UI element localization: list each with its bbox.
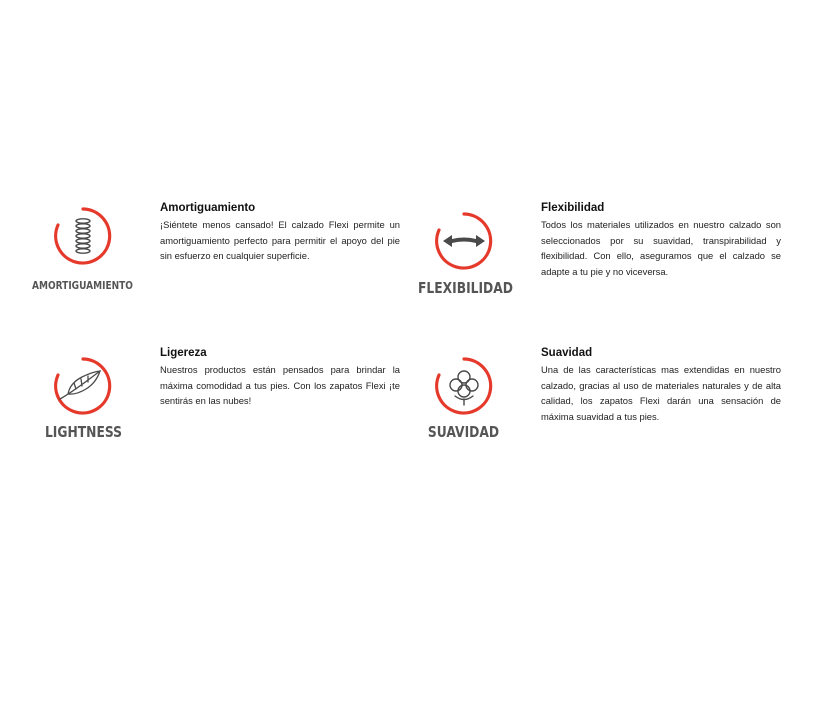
double-arrow-icon: [433, 210, 495, 272]
feature-title: Flexibilidad: [541, 202, 605, 214]
feature-title: Amortiguamiento: [160, 202, 256, 214]
feature-description: Nuestros productos están pensados para brindar la máxima comodidad a tus pies. Con los zapatos Flexi ¡te sentirás en las nubes!: [160, 364, 400, 407]
icon-caption: SUAVIDAD: [427, 423, 500, 441]
spring-icon: [52, 205, 114, 267]
feature-description: Todos los materiales utilizados en nuestro calzado son seleccionados por su suavidad, transpirabilidad y flexibilidad. Con ello, aseguramos que el calzado se adapte a tu pie y no viceversa.: [541, 219, 781, 277]
feature-title: Ligereza: [160, 347, 207, 359]
feature-description: ¡Siéntete menos cansado! El calzado Flexi permite un amortiguamiento perfecto para permitir el apoyo del pie sin esfuerzo en cualquier superficie.: [160, 219, 400, 262]
icon-caption: LIGHTNESS: [44, 423, 123, 441]
icon-caption: AMORTIGUAMIENTO: [32, 279, 133, 292]
cotton-icon: [433, 355, 495, 417]
icon-caption: FLEXIBILIDAD: [417, 279, 514, 297]
feature-title: Suavidad: [541, 347, 593, 359]
feather-icon: [52, 355, 114, 417]
feature-description: Una de las características mas extendidas en nuestro calzado, gracias al uso de materiales naturales y de alta calidad, los zapatos Flexi darán una sensación de máxima suavidad a tus pies.: [541, 364, 781, 422]
